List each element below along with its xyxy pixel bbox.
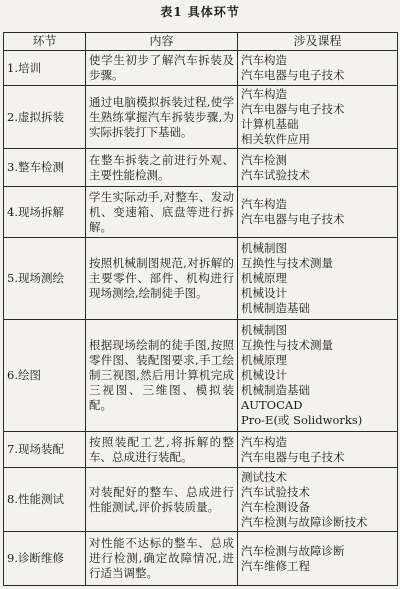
step-cell: 3.整车检测 [4,149,86,187]
course-item: 汽车维修工程 [241,558,310,573]
table-row [4,86,398,149]
table-row [4,238,398,320]
steps-table [3,32,398,586]
step-cell: 7.现场装配 [4,432,86,468]
table-row [4,468,398,532]
course-item: 互换性与技术测量 [241,338,333,352]
courses-cell [238,468,398,532]
course-item: 计算机基础 [241,117,299,131]
course-item: 机械设计 [241,286,287,300]
course-item: 汽车构造 [241,87,287,101]
course-item: 机械原理 [241,353,287,367]
course-item: 汽车构造 [241,53,287,67]
table-row [4,51,398,86]
content-cell: 按照装配工艺,将拆解的整车、总成进行装配。 [86,432,238,468]
content-cell: 对性能不达标的整车、总成进行检测,确定故障情况,进行适当调整。 [86,532,238,586]
content-cell: 学生实际动手,对整车、发动机、变速箱、底盘等进行拆解。 [86,187,238,238]
table-row [4,432,398,468]
course-item: 汽车电器与电子技术 [241,212,345,226]
courses-cell [238,86,398,149]
content-cell: 对装配好的整车、总成进行性能测试,评价拆装质量。 [86,468,238,532]
course-item: 汽车检测与故障诊断 [241,543,345,558]
course-item: 测试技术 [241,469,287,484]
header-step: 环节 [4,33,86,51]
course-item: Pro-E(或 Solidworks) [241,413,363,427]
courses-cell [238,149,398,187]
content-cell: 根据现场绘制的徒手图,按照零件图、装配图要求,手工绘制三视图,然后用计算机完成三视图、三维图、模拟装配。 [86,320,238,432]
course-item: 汽车电器与电子技术 [241,68,345,82]
step-cell: 9.诊断维修 [4,532,86,586]
course-item: 机械制造基础 [241,383,310,397]
course-item: 机械原理 [241,271,287,285]
table-row [4,532,398,586]
course-item: 机械设计 [241,368,287,382]
course-item: 汽车检测与故障诊断技术 [241,514,368,529]
courses-cell [238,187,398,238]
header-content: 内容 [86,33,238,51]
content-cell: 在整车拆装之前进行外观、主要性能检测。 [86,149,238,187]
course-item: 汽车检测设备 [241,499,310,514]
courses-cell [238,238,398,320]
table-caption: 表1 具体环节 [160,5,240,19]
step-cell: 6.绘图 [4,320,86,432]
table-header-row [4,33,398,51]
courses-cell [238,532,398,586]
course-item: 机械制造基础 [241,301,310,315]
course-item: 汽车电器与电子技术 [241,449,345,464]
courses-cell [238,320,398,432]
course-item: 机械制图 [241,323,287,337]
step-cell: 1.培训 [4,51,86,86]
step-cell: 2.虚拟拆装 [4,86,86,149]
course-item: 汽车构造 [241,434,287,449]
course-item: 互换性与技术测量 [241,256,333,270]
courses-cell [238,432,398,468]
step-cell: 4.现场拆解 [4,187,86,238]
table-row [4,320,398,432]
content-cell: 使学生初步了解汽车拆装及步骤。 [86,51,238,86]
course-item: 汽车试验技术 [241,484,310,499]
course-item: 机械制图 [241,241,287,255]
course-item: 相关软件应用 [241,132,310,146]
table-row [4,187,398,238]
course-item: AUTOCAD [241,398,303,412]
course-item: 汽车构造 [241,197,287,211]
table-row [4,149,398,187]
content-cell: 按照机械制图规范,对拆解的主要零件、部件、机构进行现场测绘,绘制徒手图。 [86,238,238,320]
courses-cell [238,51,398,86]
step-cell: 5.现场测绘 [4,238,86,320]
content-cell: 通过电脑模拟拆装过程,使学生熟练掌握汽车拆装步骤,为实际拆装打下基础。 [86,86,238,149]
course-item: 汽车电器与电子技术 [241,102,345,116]
header-courses: 涉及课程 [238,33,398,51]
course-item: 汽车试验技术 [241,167,310,182]
course-item: 汽车检测 [241,152,287,167]
step-cell: 8.性能测试 [4,468,86,532]
